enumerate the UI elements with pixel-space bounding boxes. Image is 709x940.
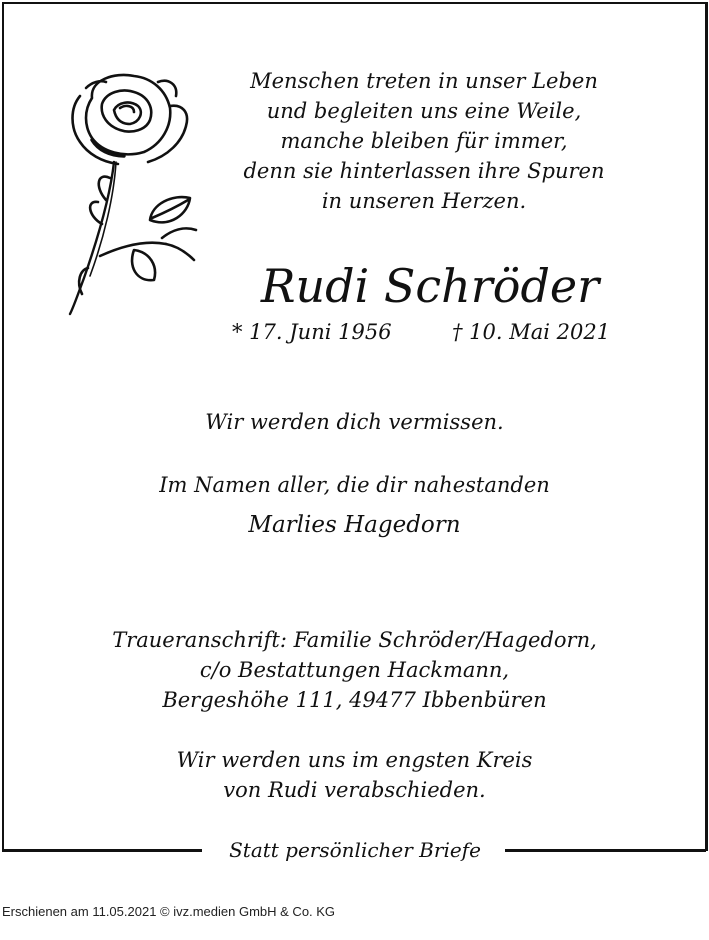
verse bbox=[214, 66, 634, 216]
footer-note: Statt persönlicher Briefe bbox=[205, 838, 505, 862]
address-line: Bergeshöhe 111, 49477 Ibbenbüren bbox=[162, 688, 547, 712]
deceased-name: Rudi Schröder bbox=[260, 259, 600, 313]
publisher-line: Erschienen am 11.05.2021 © ivz.medien GmbH & Co. KG bbox=[2, 904, 336, 919]
verse-line: Menschen treten in unser Leben bbox=[250, 69, 598, 93]
miss-line: Wir werden dich vermissen. bbox=[205, 410, 504, 434]
farewell-line: Wir werden uns im engsten Kreis bbox=[176, 748, 533, 772]
death-date: † 10. Mai 2021 bbox=[452, 320, 611, 344]
farewell-line: von Rudi verabschieden. bbox=[223, 778, 486, 802]
address-line: c/o Bestattungen Hackmann, bbox=[199, 658, 510, 682]
rose-icon bbox=[62, 68, 198, 318]
signature: Marlies Hagedorn bbox=[248, 512, 461, 538]
verse-line: denn sie hinterlassen ihre Spuren bbox=[243, 159, 605, 183]
verse-line: manche bleiben für immer, bbox=[280, 129, 568, 153]
bottom-rule-right bbox=[505, 849, 706, 852]
farewell-note bbox=[0, 745, 709, 805]
bottom-rule-left bbox=[2, 849, 202, 852]
verse-line: in unseren Herzen. bbox=[321, 189, 527, 213]
verse-line: und begleiten uns eine Weile, bbox=[266, 99, 582, 123]
birth-date: * 17. Juni 1956 bbox=[232, 320, 392, 344]
on-behalf-line: Im Namen aller, die dir nahestanden bbox=[159, 473, 550, 497]
mourning-address bbox=[0, 625, 709, 715]
address-line: Traueranschrift: Familie Schröder/Hagedorn, bbox=[112, 628, 597, 652]
